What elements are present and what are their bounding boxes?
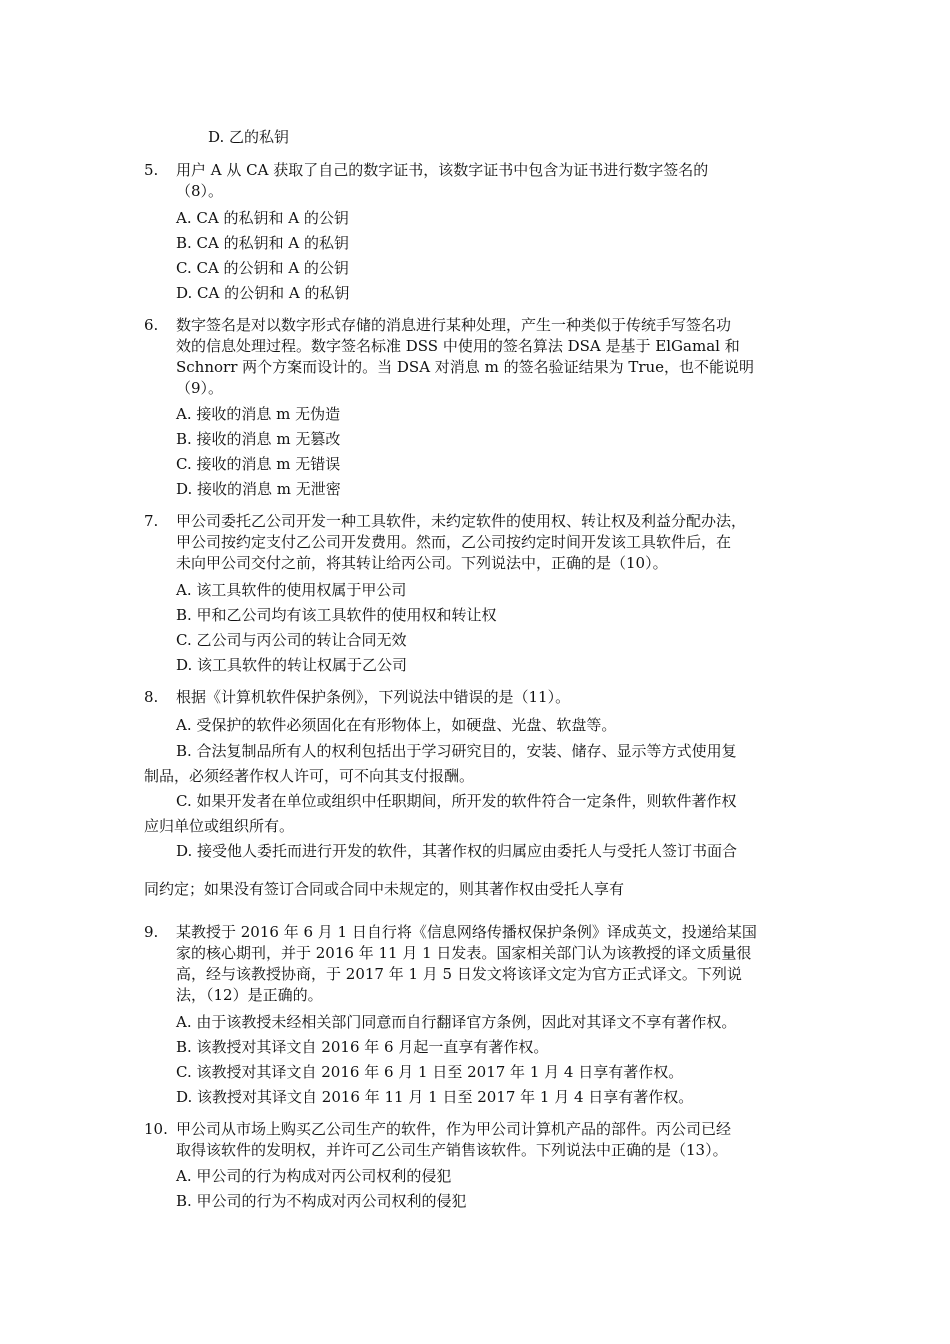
- question-stem: 根据《计算机软件保护条例》，下列说法中错误的是（11）。: [176, 688, 571, 706]
- question-stem: 数字签名是对以数字形式存储的消息进行某种处理，产生一种类似于传统手写签名功: [176, 316, 732, 334]
- question-number: 7.: [144, 512, 159, 530]
- question-number: 10.: [144, 1120, 168, 1138]
- option-b: B. CA 的私钥和 A 的私钥: [176, 234, 350, 252]
- option-b: B. 合法复制品所有人的权利包括出于学习研究目的，安装、储存、显示等方式使用复: [176, 742, 737, 760]
- option-a: A. 接收的消息 m 无伪造: [176, 405, 341, 423]
- question-stem: 甲公司按约定支付乙公司开发费用。然而，乙公司按约定时间开发该工具软件后，在: [176, 533, 732, 551]
- option-c: C. CA 的公钥和 A 的公钥: [176, 259, 349, 277]
- option-a: A. 该工具软件的使用权属于甲公司: [176, 581, 407, 599]
- option-b: B. 甲和乙公司均有该工具软件的使用权和转让权: [176, 606, 497, 624]
- option-b: B. 甲公司的行为不构成对丙公司权利的侵犯: [176, 1192, 467, 1210]
- question-stem: （8）。: [176, 182, 224, 200]
- question-stem: Schnorr 两个方案而设计的。当 DSA 对消息 m 的签名验证结果为 True，也不能说明: [176, 358, 755, 376]
- question-number: 6.: [144, 316, 159, 334]
- question-stem: （9）。: [176, 379, 224, 397]
- option-a: A. 由于该教授未经相关部门同意而自行翻译官方条例，因此对其译文不享有著作权。: [176, 1013, 737, 1031]
- option-b: B. 接收的消息 m 无篡改: [176, 430, 341, 448]
- option-c: C. 乙公司与丙公司的转让合同无效: [176, 631, 407, 649]
- option-a: A. 甲公司的行为构成对丙公司权利的侵犯: [176, 1167, 452, 1185]
- option-d: D. CA 的公钥和 A 的私钥: [176, 284, 350, 302]
- option-c: C. 接收的消息 m 无错误: [176, 455, 341, 473]
- option-d: D. 该教授对其译文自 2016 年 11 月 1 日至 2017 年 1 月 4 日享有著作权。: [176, 1088, 694, 1106]
- question-stem: 某教授于 2016 年 6 月 1 日自行将《信息网络传播权保护条例》译成英文，投递给某国: [176, 923, 757, 941]
- option-b: B. 该教授对其译文自 2016 年 6 月起一直享有著作权。: [176, 1038, 549, 1056]
- option-c: C. 该教授对其译文自 2016 年 6 月 1 日至 2017 年 1 月 4 日享有著作权。: [176, 1063, 684, 1081]
- question-stem: 甲公司委托乙公司开发一种工具软件，未约定软件的使用权、转让权及利益分配办法，: [176, 512, 747, 530]
- option-d-continued: 同约定；如果没有签订合同或合同中未规定的，则其著作权由受托人享有: [144, 880, 625, 898]
- question-stem: 法，（12）是正确的。: [176, 986, 323, 1004]
- option-d: D. 接收的消息 m 无泄密: [176, 480, 341, 498]
- question-number: 5.: [144, 161, 159, 179]
- question-stem: 用户 A 从 CA 获取了自己的数字证书，该数字证书中包含为证书进行数字签名的: [176, 161, 709, 179]
- question-number: 8.: [144, 688, 159, 706]
- option-c-continued: 应归单位或组织所有。: [144, 817, 295, 835]
- question-number: 9.: [144, 923, 159, 941]
- question-stem: 高，经与该教授协商，于 2017 年 1 月 5 日发文将该译文定为官方正式译文。下列说: [176, 965, 742, 983]
- option-b-continued: 制品，必须经著作权人许可，可不向其支付报酬。: [144, 767, 475, 785]
- question-stem: 取得该软件的发明权，并许可乙公司生产销售该软件。下列说法中正确的是（13）。: [176, 1141, 728, 1159]
- question-stem: 效的信息处理过程。数字签名标准 DSS 中使用的签名算法 DSA 是基于 ElGamal 和: [176, 337, 740, 355]
- option-a: A. CA 的私钥和 A 的公钥: [176, 209, 349, 227]
- prev-option-d: D. 乙的私钥: [208, 128, 290, 146]
- question-stem: 家的核心期刊，并于 2016 年 11 月 1 日发表。国家相关部门认为该教授的译文质量很: [176, 944, 752, 962]
- question-stem: 甲公司从市场上购买乙公司生产的软件，作为甲公司计算机产品的部件。丙公司已经: [176, 1120, 732, 1138]
- option-a: A. 受保护的软件必须固化在有形物体上，如硬盘、光盘、软盘等。: [176, 716, 617, 734]
- question-stem: 未向甲公司交付之前，将其转让给丙公司。下列说法中，正确的是（10）。: [176, 554, 668, 572]
- option-c: C. 如果开发者在单位或组织中任职期间，所开发的软件符合一定条件，则软件著作权: [176, 792, 737, 810]
- option-d: D. 该工具软件的转让权属于乙公司: [176, 656, 408, 674]
- option-d: D. 接受他人委托而进行开发的软件，其著作权的归属应由委托人与受托人签订书面合: [176, 842, 738, 860]
